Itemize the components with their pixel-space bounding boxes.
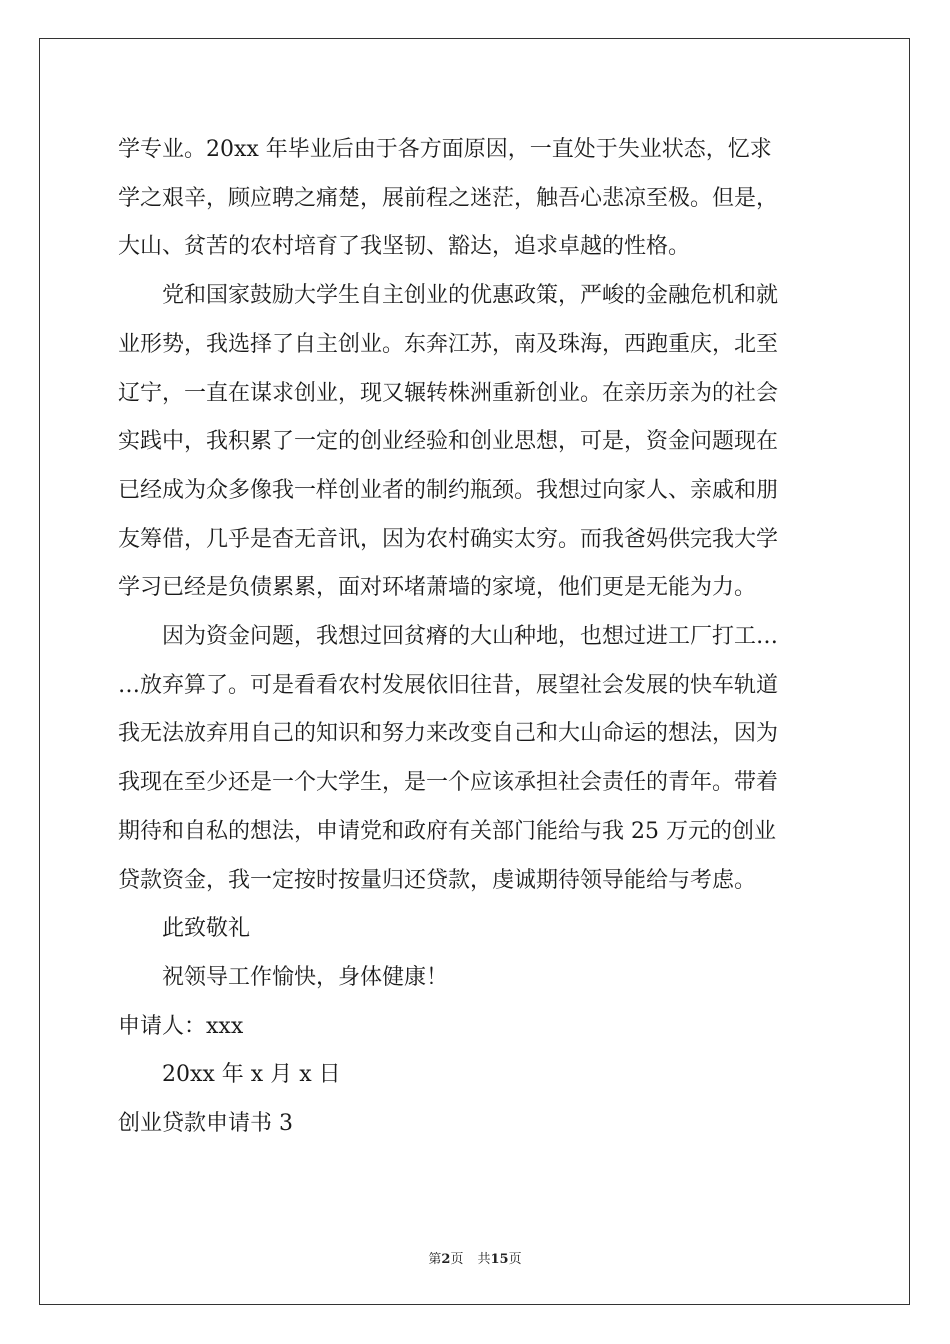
text-line: 贷款资金，我一定按时按量归还贷款，虔诚期待领导能给与考虑。 xyxy=(118,867,757,893)
text-line: …放弃算了。可是看看农村发展依旧往昔，展望社会发展的快车轨道 xyxy=(118,672,779,698)
document-body xyxy=(118,126,838,1149)
text-line: 我现在至少还是一个大学生，是一个应该承担社会责任的青年。带着 xyxy=(118,770,779,796)
page-prefix: 第 xyxy=(428,1252,442,1267)
section-heading: 创业贷款申请书 3 xyxy=(118,1111,293,1137)
applicant-line: 申请人：xxx xyxy=(118,1013,244,1039)
page-suffix: 页 xyxy=(450,1252,464,1267)
text-line: 因为资金问题，我想过回贫瘠的大山种地，也想过进工厂打工… xyxy=(162,624,779,650)
text-line: 学习已经是负债累累，面对环堵萧墙的家境，他们更是无能为力。 xyxy=(118,575,757,601)
total-pages: 15 xyxy=(490,1252,509,1267)
text-line: 已经成为众多像我一样创业者的制约瓶颈。我想过向家人、亲戚和朋 xyxy=(118,477,779,503)
page-number: 2 xyxy=(441,1252,451,1267)
total-suffix: 页 xyxy=(508,1252,522,1267)
date-line: 20xx 年 x 月 x 日 xyxy=(162,1062,341,1088)
page-footer xyxy=(0,1248,950,1267)
salutation-closing: 此致敬礼 xyxy=(162,916,251,942)
text-line: 辽宁，一直在谋求创业，现又辗转株洲重新创业。在亲历亲为的社会 xyxy=(118,380,779,406)
text-line: 学专业。20xx 年毕业后由于各方面原因，一直处于失业状态，忆求 xyxy=(118,137,772,162)
text-line: 我无法放弃用自己的知识和努力来改变自己和大山命运的想法，因为 xyxy=(118,721,779,747)
total-prefix: 共 xyxy=(477,1252,491,1267)
text-line: 党和国家鼓励大学生自主创业的优惠政策，严峻的金融危机和就 xyxy=(162,283,779,309)
text-line: 期待和自私的想法，申请党和政府有关部门能给与我 25 万元的创业 xyxy=(118,818,776,844)
text-line: 业形势，我选择了自主创业。东奔江苏，南及珠海，西跑重庆，北至 xyxy=(118,331,779,357)
text-line: 大山、贫苦的农村培育了我坚韧、豁达，追求卓越的性格。 xyxy=(118,234,691,260)
text-line: 实践中，我积累了一定的创业经验和创业思想，可是，资金问题现在 xyxy=(118,429,779,455)
text-line: 友筹借，几乎是杳无音讯，因为农村确实太穷。而我爸妈供完我大学 xyxy=(118,526,779,552)
text-line: 学之艰辛，顾应聘之痛楚，展前程之迷茫，触吾心悲凉至极。但是， xyxy=(118,185,779,211)
well-wishes: 祝领导工作愉快，身体健康！ xyxy=(162,964,449,990)
